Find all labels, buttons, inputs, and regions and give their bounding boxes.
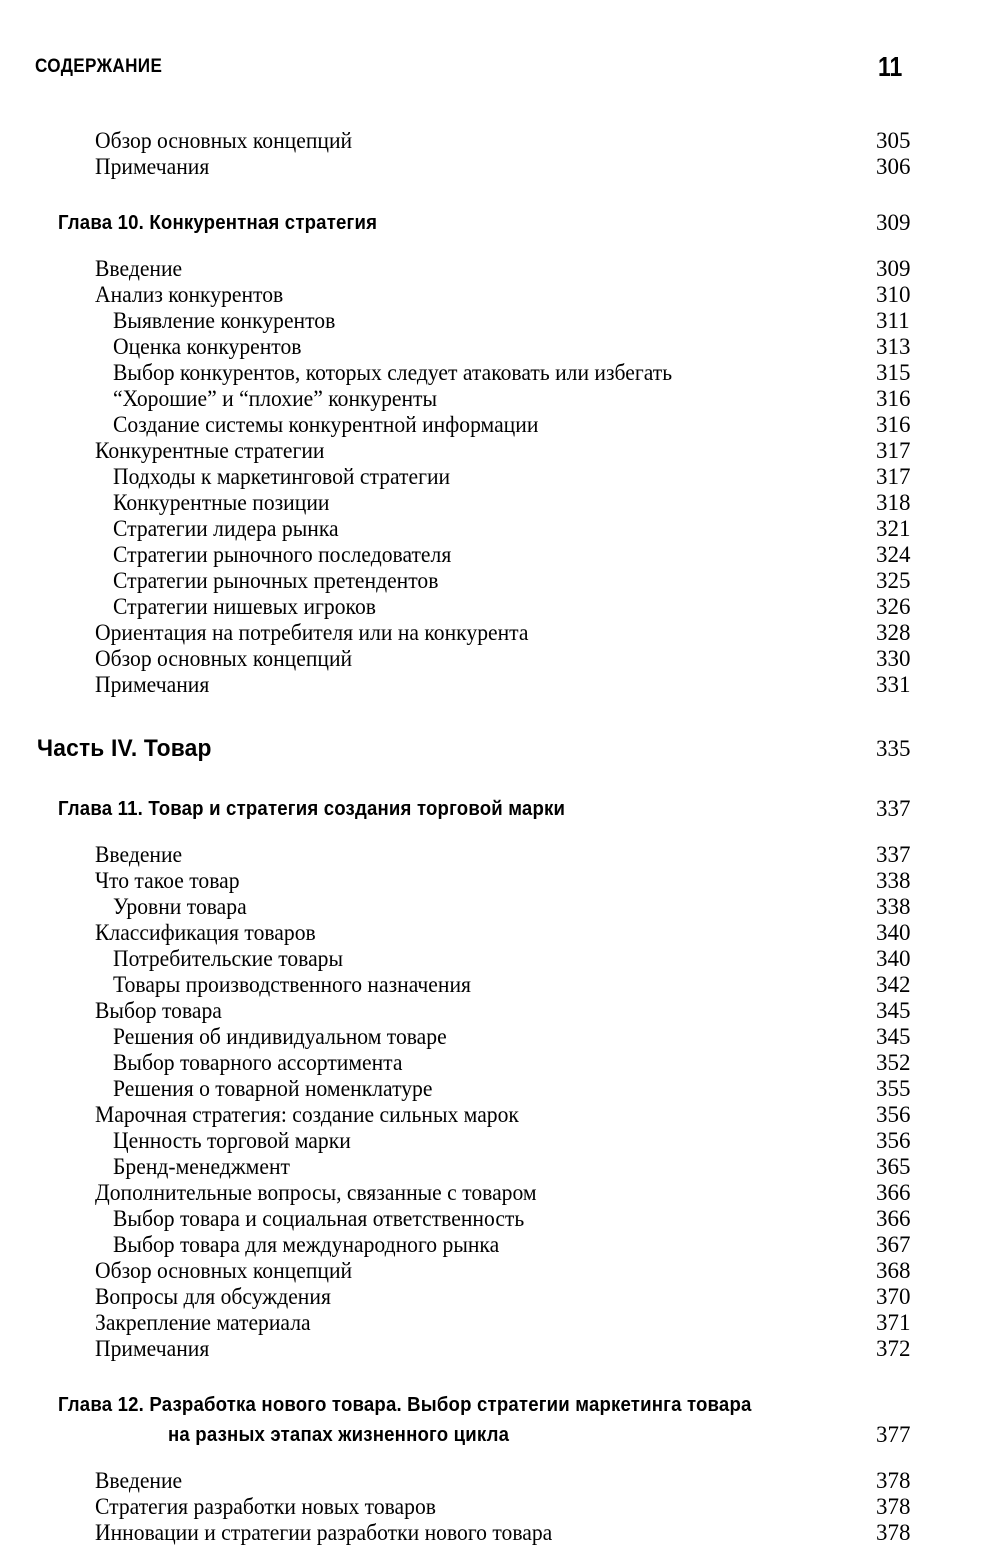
toc-entry-label: Введение [95,256,183,281]
toc-entry-page-number: 316 [876,412,911,437]
toc-entry-level-2[interactable] [0,568,1000,594]
toc-entry-label: Закрепление материала [95,1310,311,1335]
toc-entry-page-number: 331 [876,672,911,697]
toc-entry-label: Часть IV. Товар [37,735,212,762]
toc-entry-page-number: 352 [876,1050,911,1075]
toc-entry-page-number: 366 [876,1180,911,1205]
toc-entry-page-number: 355 [876,1076,911,1101]
toc-entry-level-2[interactable] [0,386,1000,412]
toc-entry-label: Решения об индивидуальном товаре [113,1024,447,1049]
toc-entry-label: Глава 12. Разработка нового товара. Выбор стратегии маркетинга товара [58,1394,752,1416]
toc-entry-label: Ориентация на потребителя или на конкурента [95,620,529,645]
toc-entry-page-number: 315 [876,360,911,385]
toc-entry-page-number: 317 [876,464,911,489]
toc-entry-page-number: 366 [876,1206,911,1231]
toc-entry-label: Анализ конкурентов [95,282,284,307]
toc-entry-level-2[interactable] [0,490,1000,516]
toc-entry-label: Вопросы для обсуждения [95,1284,331,1309]
toc-entry-page-number: 356 [876,1128,911,1153]
toc-entry-page-number: 325 [876,568,911,593]
toc-entry-label: Конкурентные стратегии [95,438,325,463]
toc-entry-label: Стратегия разработки новых товаров [95,1494,436,1519]
toc-entry-label: “Хорошие” и “плохие” конкуренты [113,386,438,411]
toc-entry-page-number: 337 [876,842,911,867]
toc-entry-level-1[interactable] [0,672,1000,698]
toc-entry-label: Инновации и стратегии разработки нового товара [95,1520,553,1545]
toc-entry-level-1[interactable] [0,1180,1000,1206]
toc-entry-level-2[interactable] [0,1076,1000,1102]
toc-entry-level-2[interactable] [0,542,1000,568]
toc-entry-page-number: 317 [876,438,911,463]
toc-entry-label: Введение [95,1468,183,1493]
heading-spacer [0,238,1000,256]
toc-entry-label: Решения о товарной номенклатуре [113,1076,433,1101]
toc-entry-level-1[interactable] [0,1310,1000,1336]
toc-entry-label: Подходы к маркетинговой стратегии [113,464,451,489]
toc-entry-label: Что такое товар [95,868,240,893]
toc-entry-label: Примечания [95,1336,210,1361]
toc-entry-level-1[interactable] [0,256,1000,282]
toc-entry-page-number: 335 [876,736,911,761]
toc-entry-page-number: 321 [876,516,911,541]
toc-entry-label: Обзор основных концепций [95,128,353,153]
toc-entry-label: Создание системы конкурентной информации [113,412,539,437]
heading-spacer [0,824,1000,842]
toc-entry-label: на разных этапах жизненного цикла [168,1424,510,1446]
toc-entry-label: Стратегии рыночных претендентов [113,568,439,593]
toc-entry-label: Глава 11. Товар и стратегия создания торговой марки [58,798,566,820]
toc-entry-page-number: 310 [876,282,911,307]
toc-entry-level-1[interactable] [0,1102,1000,1128]
toc-entry-level-1[interactable] [0,1520,1000,1546]
toc-entry-page-number: 324 [876,542,911,567]
toc-entry-level-2[interactable] [0,308,1000,334]
toc-entry-level-2[interactable] [0,464,1000,490]
toc-entry-level-1[interactable] [0,128,1000,154]
table-of-contents [0,128,1000,1546]
toc-entry-label: Введение [95,842,183,867]
toc-entry-page-number: 309 [876,256,911,281]
toc-entry-label: Потребительские товары [113,946,344,971]
toc-entry-level-1[interactable] [0,920,1000,946]
toc-entry-label: Примечания [95,672,210,697]
toc-entry-level-2[interactable] [0,1024,1000,1050]
section-spacer [0,698,1000,732]
toc-entry-page-number: 340 [876,946,911,971]
toc-entry-label: Оценка конкурентов [113,334,302,359]
toc-entry-label: Дополнительные вопросы, связанные с товаром [95,1180,537,1205]
section-spacer [0,1362,1000,1390]
toc-entry-page-number: 371 [876,1310,911,1335]
toc-entry-label: Выбор товара и социальная ответственность [113,1206,525,1231]
toc-entry-page-number: 316 [876,386,911,411]
toc-entry-label: Стратегии нишевых игроков [113,594,376,619]
toc-entry-level-1[interactable] [0,1494,1000,1520]
toc-entry-page-number: 378 [876,1468,911,1493]
toc-entry-level-2[interactable] [0,1154,1000,1180]
toc-entry-level-1[interactable] [0,868,1000,894]
toc-entry-page-number: 313 [876,334,911,359]
toc-entry-page-number: 372 [876,1336,911,1361]
toc-entry-level-1[interactable] [0,154,1000,180]
toc-entry-level-1[interactable] [0,282,1000,308]
toc-entry-level-2[interactable] [0,1232,1000,1258]
toc-entry-page-number: 356 [876,1102,911,1127]
toc-entry-level-2[interactable] [0,1050,1000,1076]
toc-entry-page-number: 318 [876,490,911,515]
toc-entry-page-number: 330 [876,646,911,671]
toc-entry-page-number: 365 [876,1154,911,1179]
toc-chapter-heading-continuation[interactable] [0,1420,1000,1450]
toc-entry-label: Обзор основных концепций [95,1258,353,1283]
toc-entry-page-number: 309 [876,210,911,235]
toc-entry-level-1[interactable] [0,842,1000,868]
toc-entry-page-number: 338 [876,894,911,919]
toc-entry-page-number: 328 [876,620,911,645]
toc-entry-level-1[interactable] [0,1284,1000,1310]
toc-entry-label: Конкурентные позиции [113,490,330,515]
toc-entry-level-1[interactable] [0,646,1000,672]
running-head [0,51,1000,89]
toc-entry-label: Выбор конкурентов, которых следует атаковать или избегать [113,360,673,385]
toc-entry-page-number: 326 [876,594,911,619]
running-head-folio: 11 [878,51,903,82]
toc-entry-page-number: 377 [876,1422,911,1447]
section-spacer [0,180,1000,208]
toc-entry-label: Выбор товарного ассортимента [113,1050,403,1075]
toc-entry-label: Марочная стратегия: создание сильных марок [95,1102,519,1127]
section-spacer [0,766,1000,794]
toc-entry-label: Обзор основных концепций [95,646,353,671]
toc-entry-level-2[interactable] [0,894,1000,920]
toc-entry-page-number: 338 [876,868,911,893]
toc-entry-label: Примечания [95,154,210,179]
toc-entry-label: Стратегии лидера рынка [113,516,339,541]
toc-entry-page-number: 305 [876,128,911,153]
toc-entry-level-1[interactable] [0,998,1000,1024]
toc-entry-label: Классификация товаров [95,920,316,945]
toc-entry-level-1[interactable] [0,620,1000,646]
toc-entry-page-number: 378 [876,1494,911,1519]
toc-entry-page-number: 342 [876,972,911,997]
toc-chapter-heading[interactable] [0,794,1000,824]
toc-entry-level-2[interactable] [0,1206,1000,1232]
toc-entry-level-1[interactable] [0,1258,1000,1284]
toc-entry-level-2[interactable] [0,946,1000,972]
toc-entry-level-2[interactable] [0,516,1000,542]
toc-entry-label: Стратегии рыночного последователя [113,542,452,567]
toc-entry-page-number: 368 [876,1258,911,1283]
toc-entry-page-number: 370 [876,1284,911,1309]
toc-part-heading[interactable] [0,732,1000,766]
toc-entry-page-number: 345 [876,1024,911,1049]
toc-entry-label: Бренд-менеджмент [113,1154,290,1179]
toc-entry-page-number: 311 [876,308,910,333]
heading-spacer [0,1450,1000,1468]
toc-entry-level-2[interactable] [0,412,1000,438]
toc-entry-level-2[interactable] [0,334,1000,360]
toc-entry-page-number: 378 [876,1520,911,1545]
toc-entry-page-number: 367 [876,1232,911,1257]
toc-entry-label: Выявление конкурентов [113,308,336,333]
toc-entry-label: Выбор товара для международного рынка [113,1232,500,1257]
toc-entry-level-2[interactable] [0,594,1000,620]
toc-chapter-heading[interactable] [0,1390,1000,1420]
toc-entry-page-number: 306 [876,154,911,179]
toc-entry-level-1[interactable] [0,1336,1000,1362]
toc-entry-level-2[interactable] [0,1128,1000,1154]
toc-entry-label: Ценность торговой марки [113,1128,351,1153]
toc-chapter-heading[interactable] [0,208,1000,238]
running-head-title: СОДЕРЖАНИЕ [35,56,163,77]
toc-entry-level-1[interactable] [0,438,1000,464]
toc-entry-label: Глава 10. Конкурентная стратегия [58,212,378,234]
toc-entry-level-2[interactable] [0,972,1000,998]
toc-entry-page-number: 345 [876,998,911,1023]
toc-entry-level-2[interactable] [0,360,1000,386]
toc-entry-label: Товары производственного назначения [113,972,471,997]
toc-entry-level-1[interactable] [0,1468,1000,1494]
toc-entry-page-number: 337 [876,796,911,821]
toc-entry-label: Уровни товара [113,894,247,919]
toc-entry-label: Выбор товара [95,998,222,1023]
toc-entry-page-number: 340 [876,920,911,945]
